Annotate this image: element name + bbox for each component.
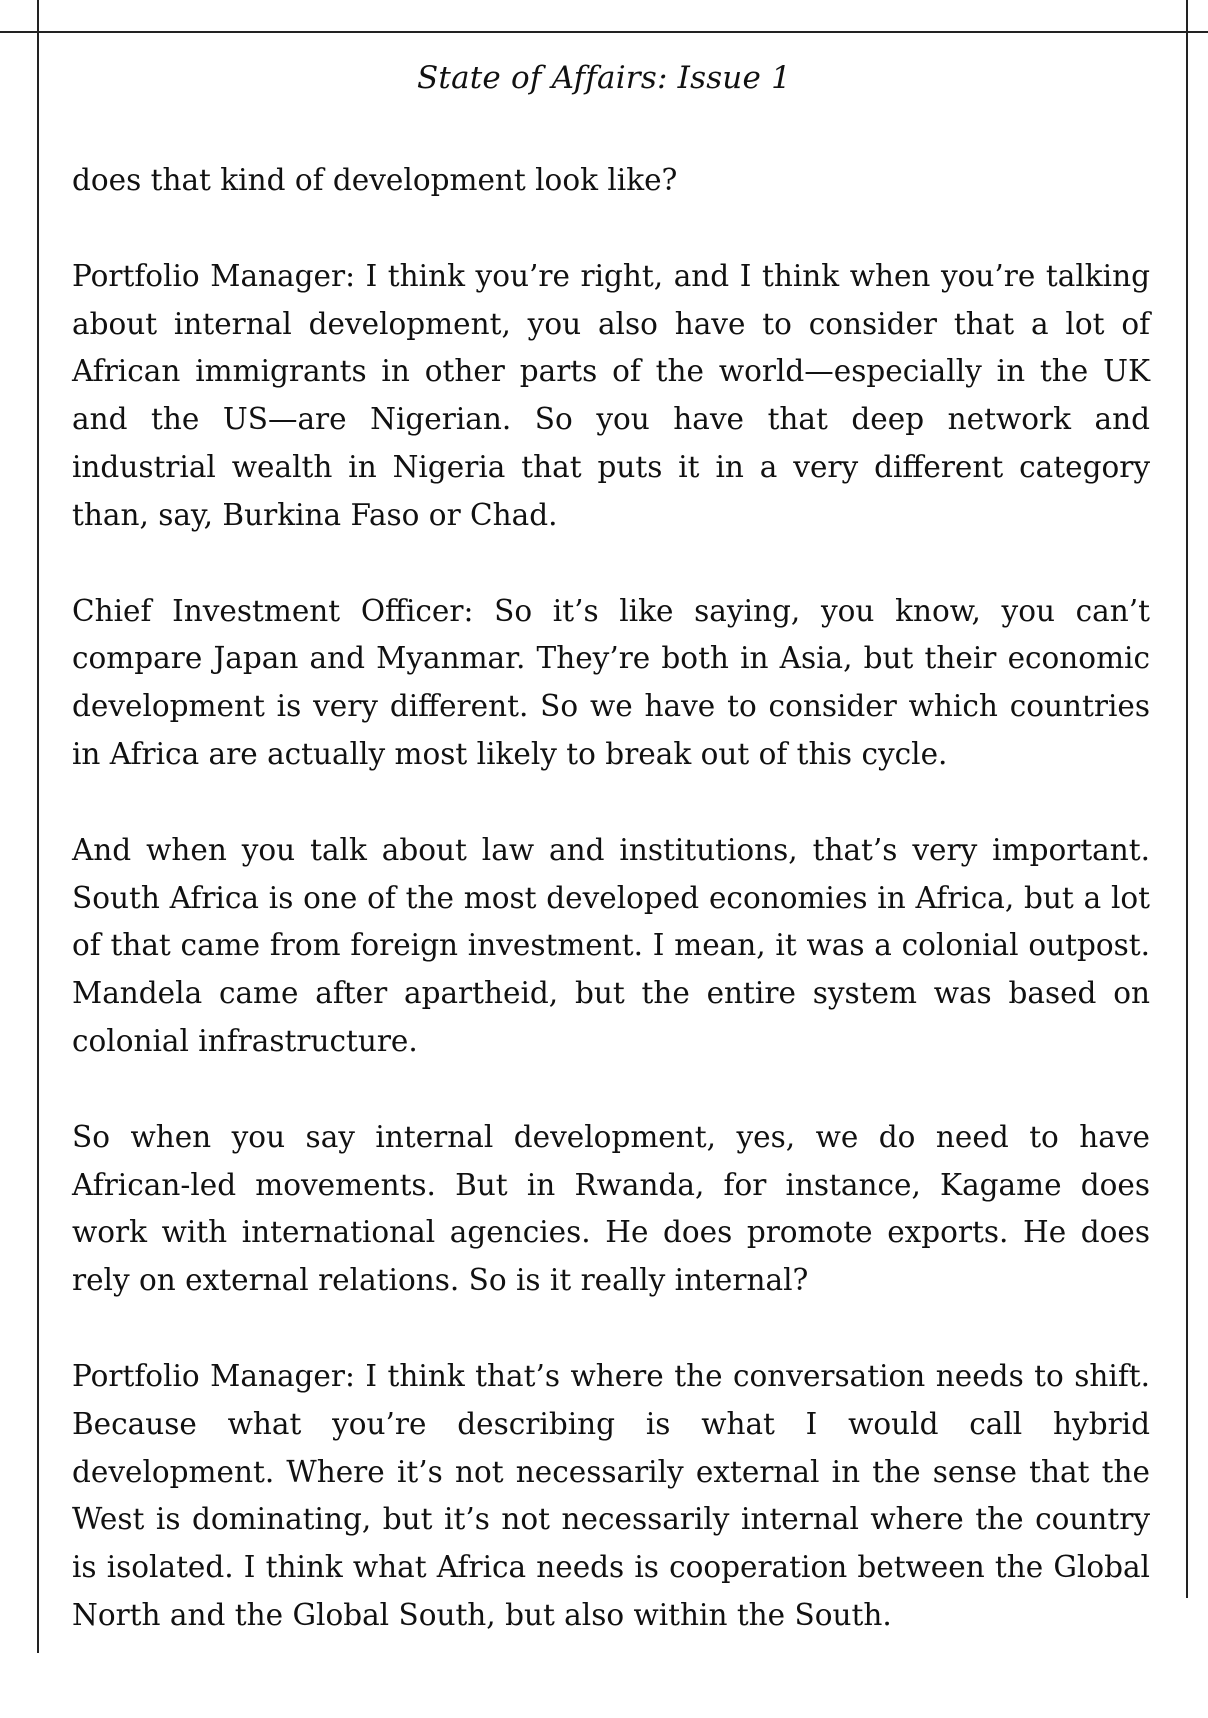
paragraph-law-institutions: And when you talk about law and institutions, that’s very important. South Africa is one of the most developed economies in Africa, but a lot of that came from foreign investment. I mean, it was a colonial outpost. Mandela came after apartheid, but the entire system was based on colonial infrastructure.	[72, 832, 1150, 1058]
left-border-line	[37, 0, 39, 1653]
running-header: State of Affairs: Issue 1	[417, 60, 791, 96]
top-border-line	[0, 31, 1208, 33]
paragraph-chief-investment-officer: Chief Investment Officer: So it’s like saying, you know, you can’t compare Japan and Myanmar. They’re both in Asia, but their economic development is very different. So we have to consider which countries in Africa are actually most likely to break out of this cycle.	[72, 593, 1150, 771]
paragraph-internal-development: So when you say internal development, yes, we do need to have African-led movements. But in Rwanda, for instance, Kagame does work with international agencies. He does promote exports. He does rely on external relations. So is it really internal?	[72, 1119, 1150, 1298]
page-body	[72, 157, 1150, 1688]
paragraph-continuation: does that kind of development look like?	[72, 163, 678, 197]
paragraph-portfolio-manager-2: Portfolio Manager: I think that’s where the conversation needs to shift. Because what you’re describing is what I would call hybrid development. Where it’s not necessarily external in the sense that the West is dominating, but it’s not necessarily internal where the country is isolated. I think what Africa needs is cooperation between the Global North and the Global South, but also within the South.	[72, 1358, 1150, 1632]
paragraph-portfolio-manager-1: Portfolio Manager: I think you’re right, and I think when you’re talking about internal development, you also have to consider that a lot of African immigrants in other parts of the world—especially in the UK and the US—are Nigerian. So you have that deep network and industrial wealth in Nigeria that puts it in a very different category than, say, Burkina Faso or Chad.	[72, 258, 1150, 532]
right-border-line	[1186, 0, 1188, 1598]
